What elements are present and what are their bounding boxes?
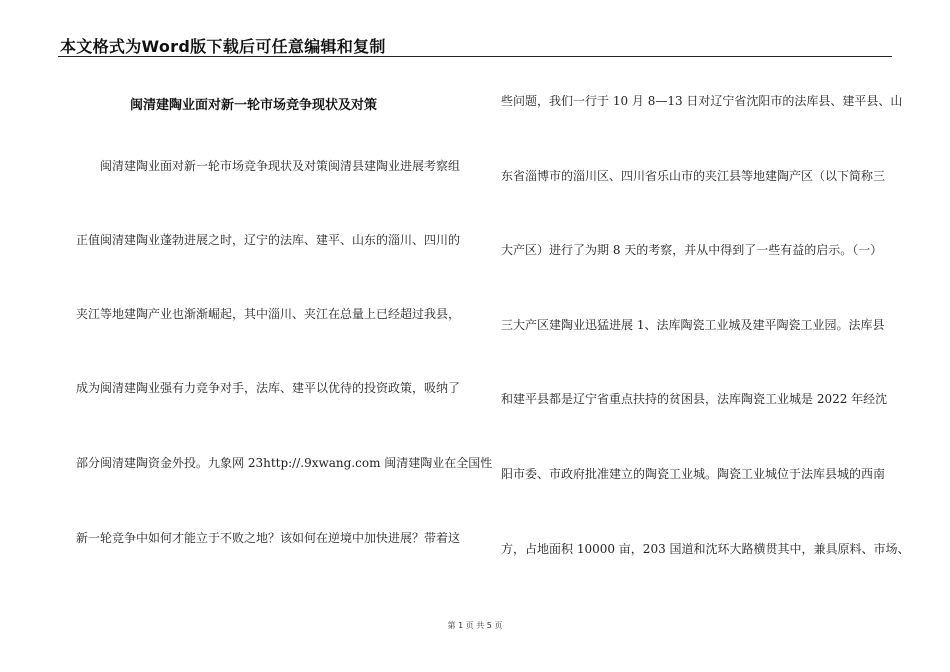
body-line: 夹江等地建陶产业也渐渐崛起，其中淄川、夹江在总量上已经超过我县， <box>76 307 461 321</box>
body-line: 闽清建陶业面对新一轮市场竞争现状及对策闽清县建陶业进展考察组 <box>100 159 461 173</box>
body-line: 三大产区建陶业迅猛进展 1、法库陶瓷工业城及建平陶瓷工业园。法库县 <box>501 318 885 332</box>
body-line: 成为闽清建陶业强有力竞争对手，法库、建平以优待的投资政策，吸纳了 <box>76 381 461 395</box>
page-header <box>58 34 892 57</box>
header-text: 本文格式为Word版下载后可任意编辑和复制 <box>60 37 386 56</box>
body-line: 和建平县都是辽宁省重点扶持的贫困县，法库陶瓷工业城是 2022 年经沈 <box>501 392 888 406</box>
body-line: 大产区）进行了为期 8 天的考察，并从中得到了一些有益的启示。（一） <box>501 243 883 257</box>
page-footer: 第 1 页 共 5 页 <box>447 621 503 630</box>
body-line: 些问题，我们一行于 10 月 8—13 日对辽宁省沈阳市的法库县、建平县、山 <box>501 94 903 108</box>
body-line: 部分闽清建陶资金外投。九象网 23http://.9xwang.com 闽清建陶业在全国性 <box>76 456 493 470</box>
body-line: 东省淄博市的淄川区、四川省乐山市的夹江县等地建陶产区（以下简称三 <box>501 169 886 183</box>
body-line: 方，占地面积 10000 亩，203 国道和沈环大路横贯其中，兼具原料、市场、 <box>501 542 910 556</box>
body-line: 正值闽清建陶业蓬勃进展之时，辽宁的法库、建平、山东的淄川、四川的 <box>76 233 461 247</box>
document-title: 闽清建陶业面对新一轮市场竞争现状及对策 <box>130 98 378 113</box>
body-line: 阳市委、市政府批准建立的陶瓷工业城。陶瓷工业城位于法库县城的西南 <box>501 467 886 481</box>
body-line: 新一轮竞争中如何才能立于不败之地？该如何在逆境中加快进展？带着这 <box>76 531 461 545</box>
